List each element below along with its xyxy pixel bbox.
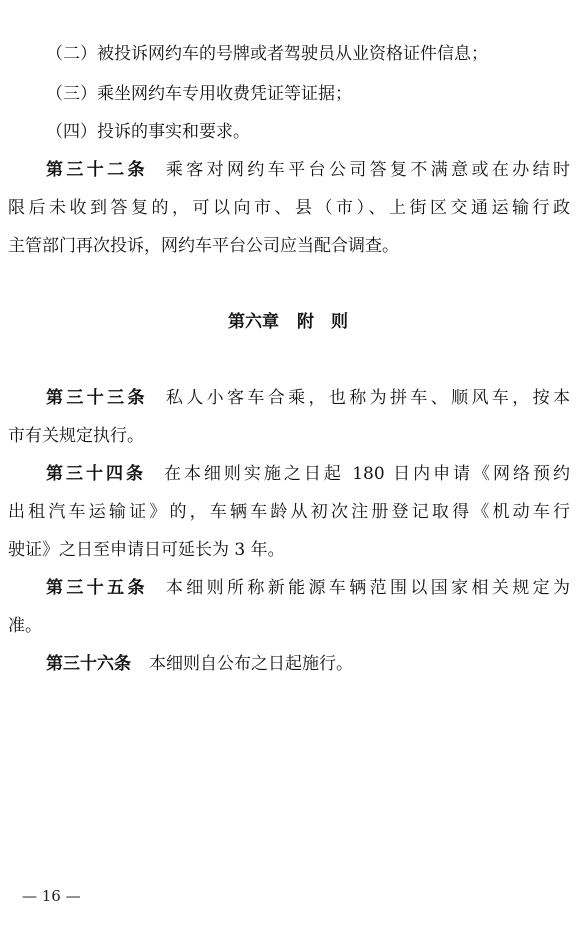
article-35-line-2: 准。 [8,616,42,636]
chapter-heading [0,312,576,332]
article-35-text-1: 本细则所称新能源车辆范围以国家相关规定为 [165,578,570,598]
article-32-line-3: 主管部门再次投诉，网约车平台公司应当配合调查。 [8,236,399,256]
article-34-label: 第三十四条 [46,464,146,484]
article-32-label: 第三十二条 [46,160,148,180]
article-33-line-2: 市有关规定执行。 [8,426,144,446]
list-item-2: （二）被投诉网约车的号牌或者驾驶员从业资格证件信息； [46,44,488,64]
article-36-text-1: 本细则自公布之日起施行。 [149,654,353,674]
article-36-line-1 [46,654,570,674]
chapter-title: 附 则 [297,312,348,332]
article-34-line-3: 驶证》之日至申请日可延长为 3 年。 [8,540,285,560]
list-item-4: （四）投诉的事实和要求。 [46,122,250,142]
article-34-line-2: 出租汽车运输证》的，车辆车龄从初次注册登记取得《机动车行 [8,502,570,522]
article-32-line-2: 限后未收到答复的，可以向市、县（市）、上街区交通运输行政 [8,198,570,218]
article-35-label: 第三十五条 [46,578,148,598]
article-32-text-1: 乘客对网约车平台公司答复不满意或在办结时 [165,160,570,180]
article-33-label: 第三十三条 [46,388,148,408]
chapter-number: 第六章 [228,312,279,332]
article-33-line-1 [46,388,570,408]
page-number: — 16 — [22,887,81,905]
article-34-text-1: 在本细则实施之日起 180 日内申请《网络预约 [163,464,570,484]
article-33-text-1: 私人小客车合乘，也称为拼车、顺风车，按本 [165,388,570,408]
article-36-label: 第三十六条 [46,654,131,674]
list-item-3: （三）乘坐网约车专用收费凭证等证据； [46,84,352,104]
article-34-line-1 [46,464,570,484]
article-35-line-1 [46,578,570,598]
article-32-line-1 [46,160,570,180]
